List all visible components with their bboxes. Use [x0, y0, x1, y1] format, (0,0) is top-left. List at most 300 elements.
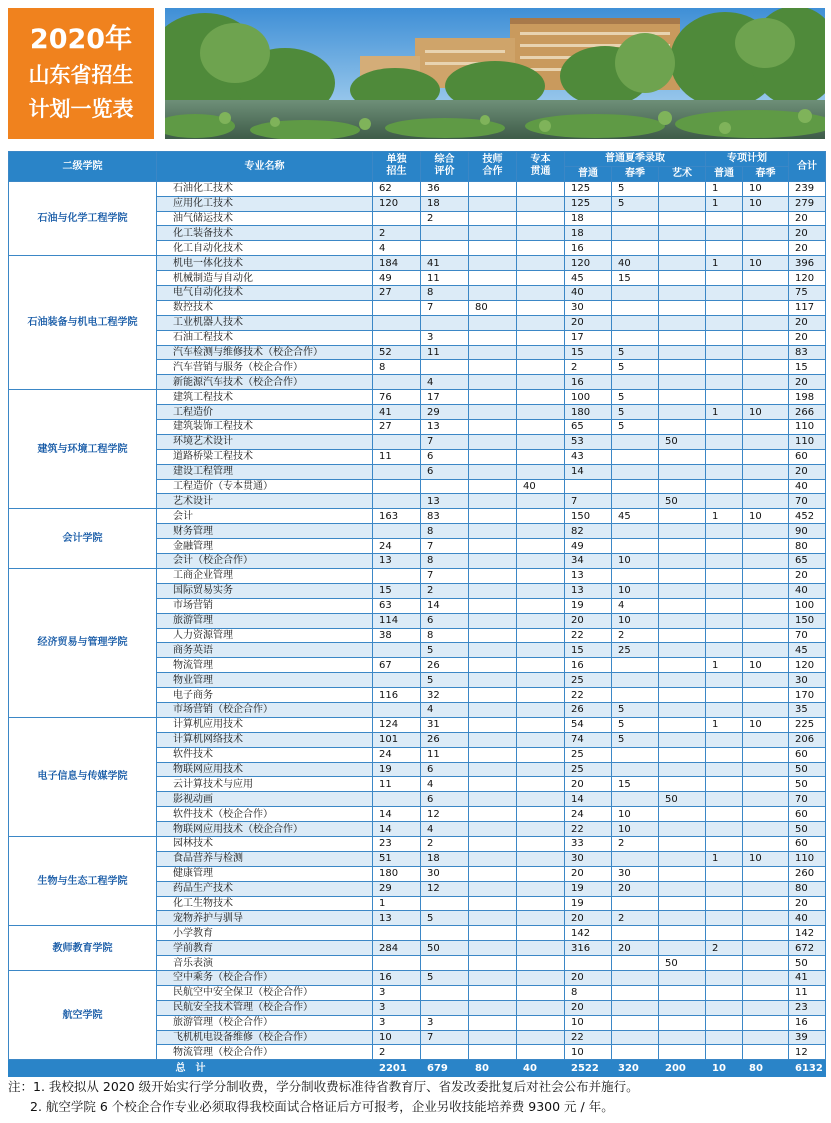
- value-cell: [469, 613, 517, 628]
- major-cell: 机械制造与自动化: [157, 271, 373, 286]
- value-cell: 31: [421, 717, 469, 732]
- value-cell: [469, 792, 517, 807]
- major-cell: 油气储运技术: [157, 211, 373, 226]
- value-cell: 14: [373, 822, 421, 837]
- value-cell: 13: [565, 568, 612, 583]
- value-cell: 29: [373, 881, 421, 896]
- value-cell: [612, 449, 659, 464]
- value-cell: 3: [373, 1000, 421, 1015]
- value-cell: [373, 494, 421, 509]
- total-cell: 679: [421, 1060, 469, 1077]
- value-cell: [469, 554, 517, 569]
- value-cell: [659, 583, 706, 598]
- title-box: [8, 8, 154, 139]
- note-1: 注：1. 我校拟从 2020 级开始实行学分制收费，学分制收费标准待省教育厅、省发改委批复后对社会公布并施行。: [8, 1079, 639, 1094]
- value-cell: 2: [612, 836, 659, 851]
- value-cell: [706, 628, 743, 643]
- value-cell: 1: [706, 181, 743, 196]
- value-cell: 10: [743, 717, 789, 732]
- value-cell: 25: [565, 762, 612, 777]
- value-cell: 36: [421, 181, 469, 196]
- value-cell: 3: [373, 1015, 421, 1030]
- value-cell: [469, 464, 517, 479]
- value-cell: [469, 479, 517, 494]
- value-cell: 54: [565, 717, 612, 732]
- value-cell: [469, 524, 517, 539]
- value-cell: [612, 286, 659, 301]
- value-cell: [612, 926, 659, 941]
- major-cell: 药品生产技术: [157, 881, 373, 896]
- value-cell: [469, 956, 517, 971]
- value-cell: [612, 464, 659, 479]
- value-cell: 114: [373, 613, 421, 628]
- header-dandu: 单独 招生: [373, 152, 421, 182]
- major-cell: 会计: [157, 509, 373, 524]
- value-cell: [612, 315, 659, 330]
- value-cell: 19: [565, 598, 612, 613]
- value-cell: [706, 822, 743, 837]
- value-cell: [659, 271, 706, 286]
- value-cell: 74: [565, 732, 612, 747]
- value-cell: 49: [565, 539, 612, 554]
- major-cell: 物业管理: [157, 673, 373, 688]
- value-cell: 62: [373, 181, 421, 196]
- value-cell: [612, 226, 659, 241]
- value-cell: [743, 762, 789, 777]
- value-cell: [612, 956, 659, 971]
- value-cell: 14: [565, 464, 612, 479]
- value-cell: [421, 956, 469, 971]
- value-cell: 10: [612, 822, 659, 837]
- value-cell: 16: [565, 241, 612, 256]
- value-cell: [706, 524, 743, 539]
- value-cell: [469, 836, 517, 851]
- notes: [8, 1077, 639, 1117]
- major-cell: 工程造价: [157, 405, 373, 420]
- value-cell: [659, 643, 706, 658]
- value-cell: [517, 970, 565, 985]
- value-cell: 13: [565, 583, 612, 598]
- value-cell: 3: [421, 330, 469, 345]
- value-cell: [743, 1030, 789, 1045]
- major-cell: 艺术设计: [157, 494, 373, 509]
- value-cell: 7: [421, 434, 469, 449]
- value-cell: [612, 1000, 659, 1015]
- title-line-2: 山东省招生: [28, 62, 134, 87]
- value-cell: 13: [421, 420, 469, 435]
- value-cell: [517, 702, 565, 717]
- value-cell: [517, 985, 565, 1000]
- value-cell: [743, 211, 789, 226]
- value-cell: [659, 628, 706, 643]
- value-cell: 20: [789, 241, 826, 256]
- value-cell: 5: [421, 911, 469, 926]
- major-cell: 石油工程技术: [157, 330, 373, 345]
- value-cell: 10: [743, 196, 789, 211]
- value-cell: [469, 807, 517, 822]
- value-cell: 15: [612, 271, 659, 286]
- major-cell: 汽车检测与维修技术（校企合作）: [157, 345, 373, 360]
- value-cell: 142: [789, 926, 826, 941]
- total-cell: 6132: [789, 1060, 826, 1077]
- value-cell: [706, 598, 743, 613]
- value-cell: 23: [373, 836, 421, 851]
- value-cell: [517, 956, 565, 971]
- value-cell: 23: [789, 1000, 826, 1015]
- value-cell: [469, 658, 517, 673]
- value-cell: [659, 330, 706, 345]
- value-cell: [659, 568, 706, 583]
- total-cell: 200: [659, 1060, 706, 1077]
- major-cell: 道路桥梁工程技术: [157, 449, 373, 464]
- value-cell: [659, 256, 706, 271]
- value-cell: [517, 226, 565, 241]
- major-cell: 园林技术: [157, 836, 373, 851]
- value-cell: 32: [421, 688, 469, 703]
- value-cell: [659, 554, 706, 569]
- value-cell: 83: [421, 509, 469, 524]
- table-row: [9, 926, 826, 941]
- value-cell: 29: [421, 405, 469, 420]
- value-cell: [706, 673, 743, 688]
- value-cell: 6: [421, 464, 469, 479]
- value-cell: 50: [659, 792, 706, 807]
- value-cell: 1: [706, 509, 743, 524]
- value-cell: [612, 1045, 659, 1060]
- value-cell: [706, 375, 743, 390]
- value-cell: 10: [612, 554, 659, 569]
- value-cell: [421, 1045, 469, 1060]
- value-cell: 8: [373, 360, 421, 375]
- value-cell: [743, 494, 789, 509]
- value-cell: [612, 375, 659, 390]
- value-cell: 2: [612, 628, 659, 643]
- value-cell: 45: [612, 509, 659, 524]
- value-cell: [706, 330, 743, 345]
- value-cell: [743, 836, 789, 851]
- major-cell: 计算机网络技术: [157, 732, 373, 747]
- value-cell: 125: [565, 181, 612, 196]
- value-cell: 50: [659, 956, 706, 971]
- value-cell: [469, 926, 517, 941]
- value-cell: 7: [421, 539, 469, 554]
- value-cell: 17: [565, 330, 612, 345]
- major-cell: 化工生物技术: [157, 896, 373, 911]
- value-cell: 180: [373, 866, 421, 881]
- value-cell: [517, 360, 565, 375]
- value-cell: [659, 688, 706, 703]
- value-cell: [706, 1015, 743, 1030]
- value-cell: [612, 1015, 659, 1030]
- value-cell: 6: [421, 762, 469, 777]
- value-cell: 5: [612, 702, 659, 717]
- value-cell: [659, 1030, 706, 1045]
- value-cell: [659, 286, 706, 301]
- value-cell: [517, 345, 565, 360]
- value-cell: [517, 688, 565, 703]
- value-cell: [659, 717, 706, 732]
- value-cell: [469, 688, 517, 703]
- value-cell: 30: [612, 866, 659, 881]
- value-cell: [659, 658, 706, 673]
- value-cell: [612, 568, 659, 583]
- value-cell: 14: [565, 792, 612, 807]
- value-cell: [469, 420, 517, 435]
- value-cell: [659, 747, 706, 762]
- value-cell: 7: [421, 568, 469, 583]
- college-cell: 经济贸易与管理学院: [9, 568, 157, 717]
- value-cell: 11: [373, 777, 421, 792]
- value-cell: [659, 911, 706, 926]
- value-cell: [469, 509, 517, 524]
- value-cell: [706, 360, 743, 375]
- value-cell: [706, 1030, 743, 1045]
- value-cell: [706, 732, 743, 747]
- value-cell: [659, 360, 706, 375]
- value-cell: [469, 941, 517, 956]
- value-cell: 396: [789, 256, 826, 271]
- value-cell: [743, 956, 789, 971]
- value-cell: 8: [421, 286, 469, 301]
- total-row: [9, 1060, 826, 1077]
- total-cell: 320: [612, 1060, 659, 1077]
- value-cell: [469, 375, 517, 390]
- total-cell: 2522: [565, 1060, 612, 1077]
- major-cell: 电子商务: [157, 688, 373, 703]
- value-cell: [743, 941, 789, 956]
- value-cell: 125: [565, 196, 612, 211]
- value-cell: [373, 956, 421, 971]
- value-cell: [469, 851, 517, 866]
- value-cell: [517, 792, 565, 807]
- value-cell: [612, 896, 659, 911]
- value-cell: 284: [373, 941, 421, 956]
- header-special-group: 专项计划: [706, 152, 789, 167]
- value-cell: 50: [789, 956, 826, 971]
- value-cell: 20: [789, 375, 826, 390]
- value-cell: 225: [789, 717, 826, 732]
- value-cell: [743, 241, 789, 256]
- value-cell: [706, 554, 743, 569]
- value-cell: [743, 583, 789, 598]
- value-cell: [612, 330, 659, 345]
- value-cell: [612, 688, 659, 703]
- value-cell: [469, 1045, 517, 1060]
- value-cell: [517, 434, 565, 449]
- value-cell: [469, 449, 517, 464]
- value-cell: [421, 926, 469, 941]
- value-cell: [743, 360, 789, 375]
- value-cell: [743, 271, 789, 286]
- value-cell: [469, 271, 517, 286]
- value-cell: 100: [565, 390, 612, 405]
- value-cell: 20: [565, 613, 612, 628]
- value-cell: 180: [565, 405, 612, 420]
- value-cell: 35: [789, 702, 826, 717]
- value-cell: [517, 598, 565, 613]
- value-cell: 20: [789, 226, 826, 241]
- major-cell: 食品营养与检测: [157, 851, 373, 866]
- total-label: 总 计: [9, 1060, 373, 1077]
- value-cell: 20: [565, 315, 612, 330]
- value-cell: [373, 643, 421, 658]
- value-cell: [469, 434, 517, 449]
- major-cell: 工业机器人技术: [157, 315, 373, 330]
- major-cell: 软件技术（校企合作）: [157, 807, 373, 822]
- value-cell: [469, 717, 517, 732]
- value-cell: [706, 881, 743, 896]
- major-cell: 影视动画: [157, 792, 373, 807]
- major-cell: 学前教育: [157, 941, 373, 956]
- major-cell: 建筑装饰工程技术: [157, 420, 373, 435]
- major-cell: 工程造价（专本贯通）: [157, 479, 373, 494]
- major-cell: 民航空中安全保卫（校企合作）: [157, 985, 373, 1000]
- value-cell: [743, 568, 789, 583]
- value-cell: 41: [421, 256, 469, 271]
- value-cell: 38: [373, 628, 421, 643]
- value-cell: 279: [789, 196, 826, 211]
- value-cell: [706, 866, 743, 881]
- value-cell: 52: [373, 345, 421, 360]
- value-cell: 20: [565, 866, 612, 881]
- value-cell: [517, 196, 565, 211]
- value-cell: [469, 256, 517, 271]
- major-cell: 飞机机电设备维修（校企合作）: [157, 1030, 373, 1045]
- value-cell: [743, 866, 789, 881]
- value-cell: 25: [612, 643, 659, 658]
- value-cell: [743, 807, 789, 822]
- value-cell: 24: [565, 807, 612, 822]
- value-cell: [706, 420, 743, 435]
- value-cell: 5: [612, 360, 659, 375]
- value-cell: 65: [789, 554, 826, 569]
- value-cell: 1: [706, 658, 743, 673]
- value-cell: [743, 420, 789, 435]
- table-body: [9, 181, 826, 1060]
- table-row: [9, 509, 826, 524]
- value-cell: [706, 568, 743, 583]
- value-cell: 45: [565, 271, 612, 286]
- major-cell: 数控技术: [157, 300, 373, 315]
- value-cell: [706, 896, 743, 911]
- value-cell: 18: [565, 211, 612, 226]
- value-cell: [743, 464, 789, 479]
- value-cell: [706, 985, 743, 1000]
- value-cell: 2: [565, 360, 612, 375]
- value-cell: [706, 449, 743, 464]
- value-cell: [517, 1030, 565, 1045]
- value-cell: [565, 956, 612, 971]
- value-cell: [517, 673, 565, 688]
- value-cell: [517, 732, 565, 747]
- value-cell: [743, 732, 789, 747]
- major-cell: 环境艺术设计: [157, 434, 373, 449]
- value-cell: [659, 613, 706, 628]
- value-cell: [469, 643, 517, 658]
- major-cell: 旅游管理: [157, 613, 373, 628]
- value-cell: [659, 762, 706, 777]
- value-cell: 117: [789, 300, 826, 315]
- value-cell: [612, 851, 659, 866]
- value-cell: [612, 1030, 659, 1045]
- value-cell: [706, 241, 743, 256]
- value-cell: 2: [612, 911, 659, 926]
- value-cell: [659, 196, 706, 211]
- header-putong: 普通: [565, 166, 612, 181]
- value-cell: [612, 434, 659, 449]
- value-cell: [743, 792, 789, 807]
- value-cell: 7: [421, 1030, 469, 1045]
- value-cell: 90: [789, 524, 826, 539]
- value-cell: 100: [789, 598, 826, 613]
- value-cell: [421, 985, 469, 1000]
- value-cell: [469, 732, 517, 747]
- value-cell: 1: [706, 717, 743, 732]
- header-college: 二级学院: [9, 152, 157, 182]
- major-cell: 财务管理: [157, 524, 373, 539]
- table-row: [9, 970, 826, 985]
- value-cell: 39: [789, 1030, 826, 1045]
- value-cell: [743, 881, 789, 896]
- value-cell: 10: [612, 807, 659, 822]
- value-cell: 4: [421, 777, 469, 792]
- value-cell: [659, 464, 706, 479]
- major-cell: 宠物养护与驯导: [157, 911, 373, 926]
- value-cell: [517, 717, 565, 732]
- value-cell: [373, 375, 421, 390]
- value-cell: [743, 673, 789, 688]
- value-cell: [517, 271, 565, 286]
- value-cell: [706, 300, 743, 315]
- value-cell: 45: [789, 643, 826, 658]
- value-cell: 2: [706, 941, 743, 956]
- major-cell: 物联网应用技术（校企合作）: [157, 822, 373, 837]
- value-cell: 6: [421, 449, 469, 464]
- value-cell: [659, 822, 706, 837]
- value-cell: [743, 822, 789, 837]
- major-cell: 电气自动化技术: [157, 286, 373, 301]
- value-cell: [469, 762, 517, 777]
- value-cell: 101: [373, 732, 421, 747]
- major-cell: 机电一体化技术: [157, 256, 373, 271]
- value-cell: 83: [789, 345, 826, 360]
- major-cell: 物流管理（校企合作）: [157, 1045, 373, 1060]
- value-cell: 8: [565, 985, 612, 1000]
- value-cell: [373, 673, 421, 688]
- value-cell: [469, 822, 517, 837]
- table-row: [9, 390, 826, 405]
- major-cell: 物流管理: [157, 658, 373, 673]
- value-cell: [743, 330, 789, 345]
- header-chunji: 春季: [612, 166, 659, 181]
- value-cell: 2: [373, 226, 421, 241]
- value-cell: [517, 330, 565, 345]
- value-cell: [517, 836, 565, 851]
- value-cell: 16: [565, 658, 612, 673]
- value-cell: [659, 181, 706, 196]
- value-cell: [706, 777, 743, 792]
- value-cell: 19: [373, 762, 421, 777]
- value-cell: [469, 1000, 517, 1015]
- value-cell: 40: [789, 583, 826, 598]
- major-cell: 化工装备技术: [157, 226, 373, 241]
- college-cell: 建筑与环境工程学院: [9, 390, 157, 509]
- value-cell: [469, 211, 517, 226]
- value-cell: [373, 464, 421, 479]
- value-cell: [421, 360, 469, 375]
- value-cell: [706, 286, 743, 301]
- value-cell: 12: [421, 881, 469, 896]
